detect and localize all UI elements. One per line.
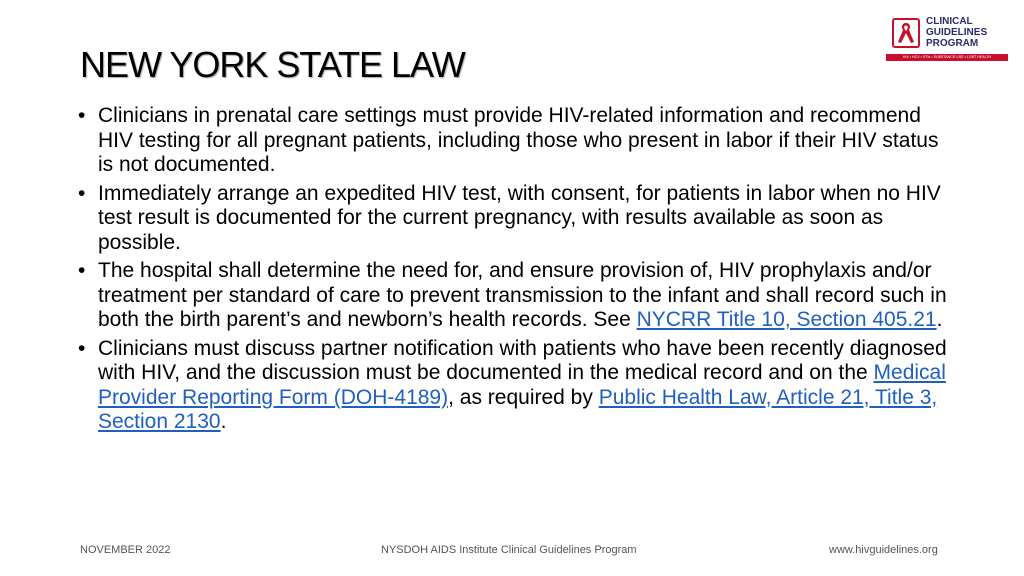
bullet-dot: • — [78, 336, 86, 360]
bullet-text: The hospital shall determine the need for, and ensure provision of, HIV prophylaxis and/or treatment per standard of care to prevent transmission to the infant and shall record such in both the birth parent’s and newborn’s health records. See — [98, 259, 947, 331]
ribbon-icon — [892, 18, 920, 48]
bullet-text-end: . — [936, 308, 943, 331]
slide-title: NEW YORK STATE LAW — [80, 44, 465, 85]
clinical-guidelines-logo — [886, 14, 1008, 64]
public-health-law-link[interactable]: Public Health Law, Article 21, Title 3, Section 2130 — [98, 385, 938, 433]
bullet-item — [78, 259, 958, 333]
bullet-item — [78, 104, 958, 178]
logo-wordmark — [926, 16, 987, 49]
logo-line-2: GUIDELINES — [926, 27, 988, 38]
logo-line-1: CLINICAL — [926, 16, 973, 27]
logo-line-3: PROGRAM — [926, 38, 979, 49]
bullet-item — [78, 182, 958, 256]
footer-program: NYSDOH AIDS Institute Clinical Guidelines Program — [381, 544, 637, 556]
bullet-text-middle: , as required by — [448, 385, 599, 409]
footer-website: www.hivguidelines.org — [829, 544, 938, 556]
footer-date: NOVEMBER 2022 — [80, 544, 171, 556]
bullet-dot: • — [78, 181, 86, 205]
bullet-text: Immediately arrange an expedited HIV test, with consent, for patients in labor when no HIV test result is documented for the current pregnancy, with results available as soon as possible. — [98, 181, 941, 254]
bullet-text: Clinicians must discuss partner notification with patients who have been recently diagnosed with HIV, and the discussion must be documented in the medical record and on the — [98, 336, 947, 384]
bullet-dot: • — [78, 104, 86, 127]
bullet-text-end: . — [220, 410, 227, 433]
nycrr-link[interactable]: NYCRR Title 10, Section 405.21 — [636, 308, 937, 331]
bullet-text: Clinicians in prenatal care settings must provide HIV-related information and recommend HIV testing for all pregnant patients, including those who present in labor if their HIV status is not documented. — [98, 104, 939, 176]
bullet-dot: • — [78, 259, 86, 282]
bullet-list — [78, 104, 958, 439]
reporting-form-link[interactable]: Medical Provider Reporting Form (DOH-4189) — [98, 361, 946, 409]
bullet-item — [78, 337, 958, 435]
logo-tagline: HIV • HCV • STIs • SUBSTANCE USE • LGBT HEALTH — [886, 54, 1008, 61]
